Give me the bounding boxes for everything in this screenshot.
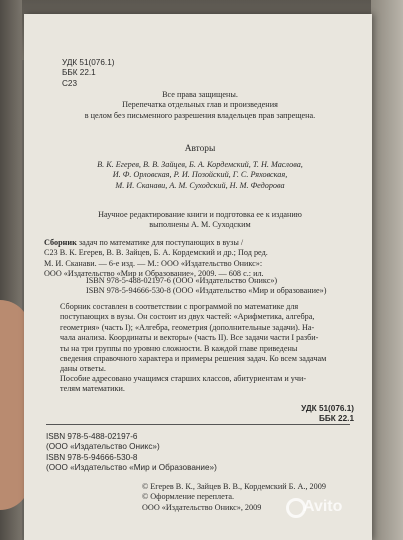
isbn-line: ISBN 978-5-488-02197-6 bbox=[46, 432, 138, 441]
background-right bbox=[371, 0, 403, 540]
udk-line: УДК 51(076.1) bbox=[62, 58, 115, 67]
book-page bbox=[24, 14, 372, 540]
description-line: даны ответы. bbox=[60, 364, 106, 374]
rights-notice bbox=[70, 90, 330, 121]
description-line: чала анализа. Координаты и векторы» (часть II). Все задачи части I разби- bbox=[60, 333, 319, 343]
audience-line: Пособие адресовано учащимся старших классов, абитуриентам и учи- bbox=[60, 374, 307, 383]
description-line: геометрия» (часть I); «Алгебра, геометрия (дополнительные задачи). На- bbox=[60, 322, 315, 332]
avito-watermark: Avito bbox=[303, 498, 343, 515]
bib-line: задач по математике для поступающих в вузы / bbox=[78, 238, 244, 247]
bibliographic-entry bbox=[44, 238, 350, 280]
rights-line: Все права защищены. bbox=[162, 90, 238, 99]
udk-line: УДК 51(076.1) bbox=[301, 404, 354, 413]
description-line: сведения справочного характера и примеры решения задач. Ко всем задачам bbox=[60, 354, 327, 364]
divider bbox=[46, 424, 350, 425]
isbn-block-bottom bbox=[46, 432, 217, 474]
bib-line: С23 В. К. Егерев, В. В. Зайцев, Б. А. Кордемский и др.; Под ред. bbox=[44, 248, 268, 258]
authors-line: И. Ф. Орловская, Р. И. Позойский, Г. С. Ряховская, bbox=[112, 170, 288, 180]
isbn-line: (ООО «Издательство «Мир и Образование») bbox=[46, 463, 217, 473]
copyright-line: © Егерев В. К., Зайцев В. В., Кордемский Б. А., 2009 bbox=[142, 482, 326, 491]
rights-line: в целом без письменного разрешения владельцев прав запрещена. bbox=[84, 110, 316, 120]
editor-line: выполнены А. М. Суходским bbox=[149, 220, 251, 230]
copyright-line: © Оформление переплета. bbox=[142, 492, 235, 502]
isbn-block-top bbox=[86, 276, 326, 297]
rights-line: Перепечатка отдельных глав и произведения bbox=[122, 100, 278, 110]
authors-list bbox=[64, 160, 336, 191]
description-line: поступающих в вузы. Он состоит из двух частей: «Арифметика, алгебра, bbox=[60, 312, 315, 322]
udk-right bbox=[294, 404, 354, 425]
audience-note bbox=[60, 374, 352, 395]
bbk-line: ББК 22.1 bbox=[62, 68, 96, 78]
copyright-line: ООО «Издательство Оникс», 2009 bbox=[142, 502, 262, 512]
editor-note bbox=[64, 210, 336, 231]
editor-line: Научное редактирование книги и подготовка ее к изданию bbox=[98, 210, 302, 219]
udk-top-left bbox=[62, 58, 114, 89]
isbn-line: ISBN 978-5-94666-530-8 bbox=[46, 452, 138, 462]
bbk-line: ББК 22.1 bbox=[319, 414, 354, 424]
bib-title: Сборник bbox=[44, 238, 77, 247]
audience-line: телям математики. bbox=[60, 384, 125, 394]
description bbox=[60, 302, 352, 375]
isbn-line: ISBN 978-5-94666-530-8 (ООО «Издательство «Мир и образование») bbox=[86, 286, 327, 296]
authors-line: М. И. Сканави, А. М. Суходский, Н. М. Федорова bbox=[115, 180, 285, 190]
isbn-line: ISBN 978-5-488-02197-6 (ООО «Издательство Оникс») bbox=[86, 276, 278, 285]
description-line: Сборник составлен в соответствии с программой по математике для bbox=[60, 302, 299, 311]
description-line: ты на три группы по уровню сложности. В каждой главе приведены bbox=[60, 343, 298, 353]
code-line: С23 bbox=[62, 78, 78, 88]
bib-line: ООО «Издательство «Мир и Образование», 2009. — 608 с.: ил. bbox=[44, 269, 264, 279]
isbn-line: (ООО «Издательство Оникс») bbox=[46, 442, 160, 452]
bib-line: М. И. Сканави. — 6-е изд. — М.: ООО «Издательство Оникс»: bbox=[44, 258, 263, 268]
authors-line: В. К. Егерев, В. В. Зайцев, Б. А. Кордемский, Т. Н. Маслова, bbox=[97, 160, 303, 169]
authors-heading: Авторы bbox=[184, 144, 216, 154]
bib-line-first bbox=[44, 238, 350, 248]
